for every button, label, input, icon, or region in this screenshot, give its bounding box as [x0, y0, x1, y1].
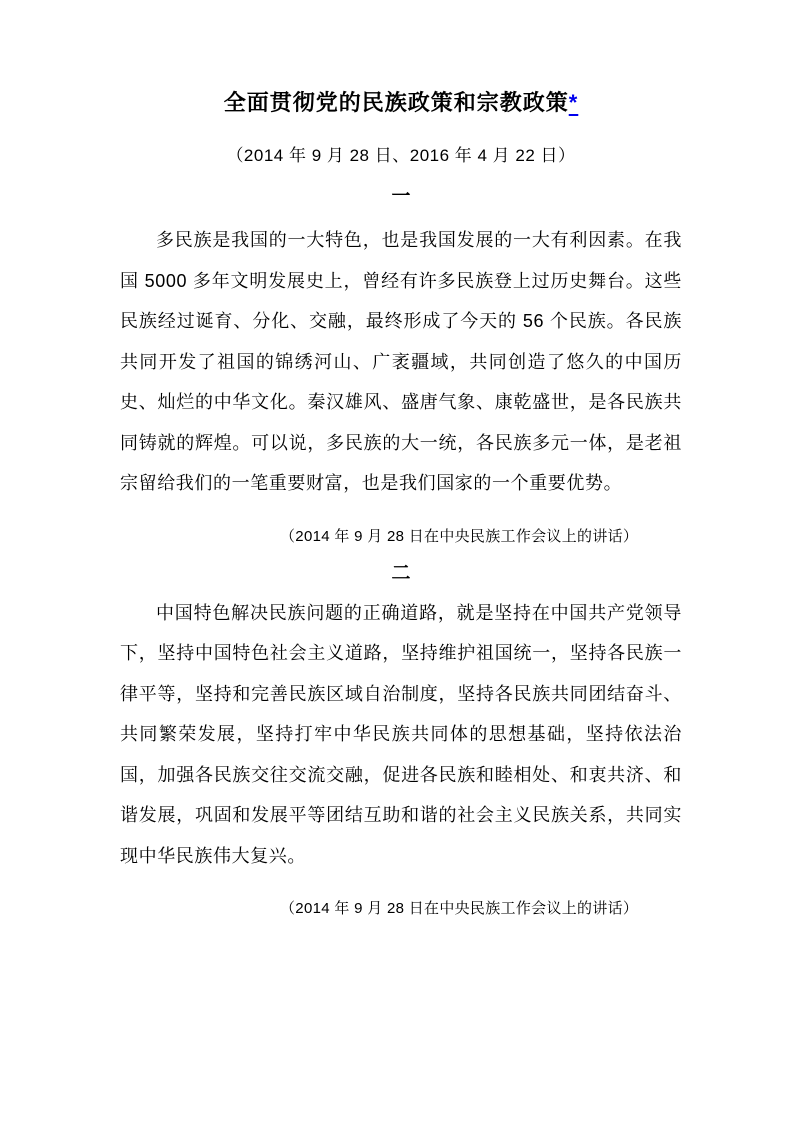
- document-title: [120, 88, 682, 118]
- section-heading-1: 一: [391, 186, 411, 207]
- section-2-citation: （2014 年 9 月 28 日在中央民族工作会议上的讲话）: [280, 900, 639, 917]
- section-heading-2: 二: [391, 562, 411, 584]
- document-title-text: 全面贯彻党的民族政策和宗教政策: [223, 90, 569, 115]
- dateline: （2014 年 9 月 28 日、2016 年 4 月 22 日）: [226, 146, 576, 165]
- section-2-paragraph: 中国特色解决民族问题的正确道路，就是坚持在中国共产党领导下，坚持中国特色社会主义道路，坚持维护祖国统一，坚持各民族一律平等，坚持和完善民族区域自治制度，坚持各民族共同团结奋斗、共同繁荣发展，坚持打牢中华民族共同体的思想基础，坚持依法治国，加强各民族交往交流交融，促进各民族和睦相处、和衷共济、和谐发展，巩固和发展平等团结互助和谐的社会主义民族关系，共同实现中华民族伟大复兴。: [120, 602, 682, 866]
- footnote-asterisk-link[interactable]: *: [568, 90, 579, 115]
- section-1-citation: （2014 年 9 月 28 日在中央民族工作会议上的讲话）: [280, 527, 639, 545]
- section-1-paragraph: 多民族是我国的一大特色，也是我国发展的一大有利因素。在我国 5000 多年文明发展史上，曾经有许多民族登上过历史舞台。这些民族经过诞育、分化、交融，最终形成了今天的 56 个民族。各民族共同开发了祖国的锦绣河山、广袤疆域，共同创造了悠久的中国历史、灿烂的中华文化。秦汉雄风、盛唐气象、康乾盛世，是各民族共同铸就的辉煌。可以说，多民族的大一统，各民族多元一体，是老祖宗留给我们的一笔重要财富，也是我们国家的一个重要优势。: [120, 230, 682, 493]
